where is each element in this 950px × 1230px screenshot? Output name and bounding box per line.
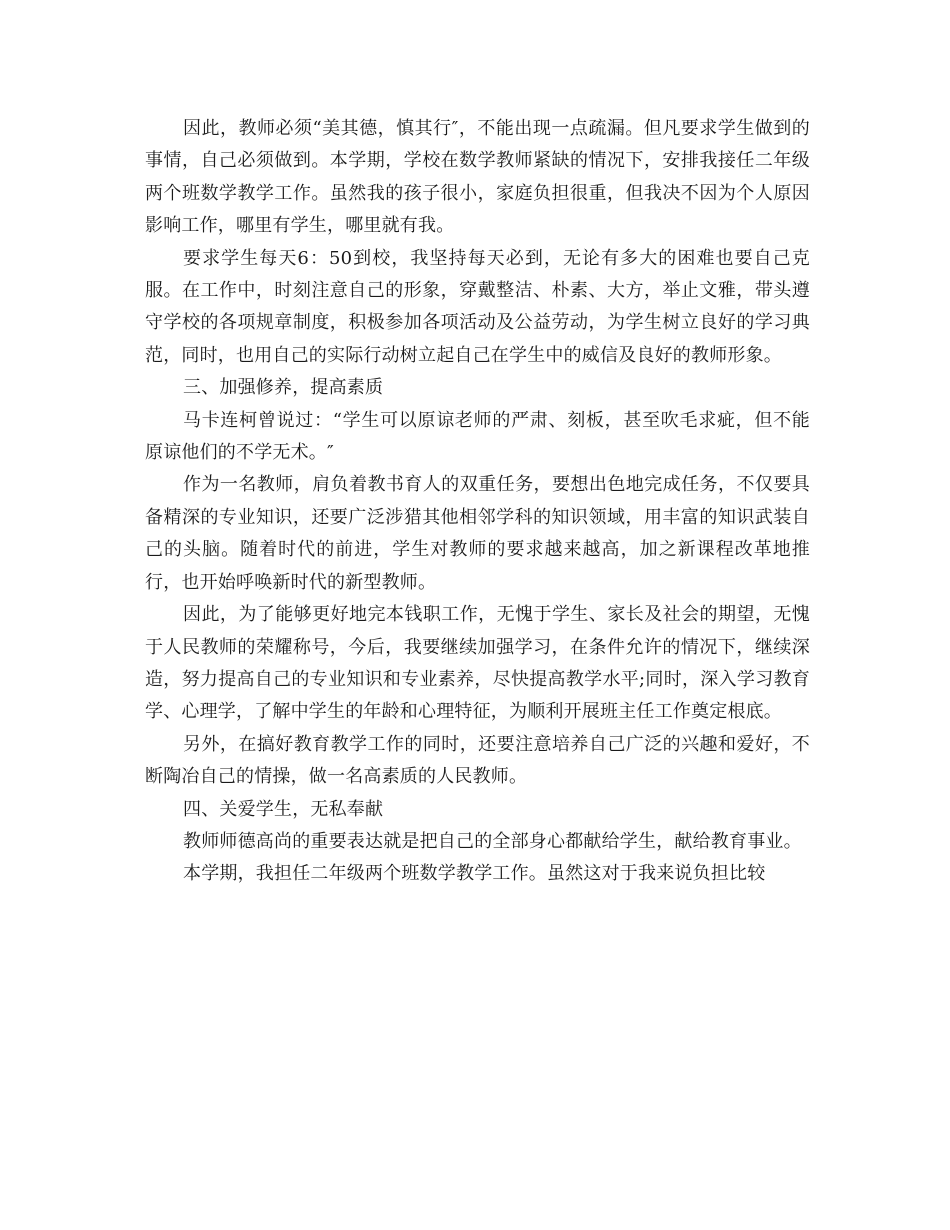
section-heading-4: 四、关爱学生，无私奉献 bbox=[183, 798, 384, 820]
paragraph-5: 作为一名教师，肩负着教书育人的双重任务，要想出色地完成任务，不仅要具备精深的专业知识，还要广泛涉猎其他相邻学科的知识领域，用丰富的知识武装自己的头脑。随着时代的前进，学生对教师的要求越来越高，加之新课程改革地推行，也开始呼唤新时代的新型教师。 bbox=[145, 474, 810, 593]
paragraph-1: 因此，教师必须“美其德，慎其行″，不能出现一点疏漏。但凡要求学生做到的事情，自己必须做到。本学期，学校在数学教师紧缺的情况下，安排我接任二年级两个班数学教学工作。虽然我的孩子很小，家庭负担很重，但我决不因为个人原因影响工作，哪里有学生，哪里就有我。 bbox=[145, 118, 810, 237]
paragraph-9: 教师师德高尚的重要表达就是把自己的全部身心都献给学生，献给教育事业。 bbox=[183, 830, 802, 852]
section-heading-3: 三、加强修养，提高素质 bbox=[183, 377, 384, 399]
paragraph-6: 因此，为了能够更好地完本钱职工作，无愧于学生、家长及社会的期望，无愧于人民教师的荣耀称号，今后，我要继续加强学习，在条件允许的情况下，继续深造，努力提高自己的专业知识和专业素养，尽快提高教学水平;同时，深入学习教育学、心理学，了解中学生的年龄和心理特征，为顺利开展班主任工作奠定根底。 bbox=[145, 604, 810, 723]
paragraph-2: 要求学生每天6：50到校，我坚持每天必到，无论有多大的困难也要自己克服。在工作中，时刻注意自己的形象，穿戴整洁、朴素、大方，举止文雅，带头遵守学校的各项规章制度，积极参加各项活动及公益劳动，为学生树立良好的学习典范，同时，也用自己的实际行动树立起自己在学生中的威信及良好的教师形象。 bbox=[145, 247, 810, 366]
document-body bbox=[145, 113, 810, 891]
paragraph-quote: 马卡连柯曾说过：“学生可以原谅老师的严肃、刻板，甚至吹毛求疵，但不能原谅他们的不学无术。″ bbox=[145, 409, 810, 464]
paragraph-10: 本学期，我担任二年级两个班数学教学工作。虽然这对于我来说负担比较 bbox=[183, 863, 766, 885]
paragraph-7: 另外，在搞好教育教学工作的同时，还要注意培养自己广泛的兴趣和爱好，不断陶冶自己的情操，做一名高素质的人民教师。 bbox=[145, 733, 810, 788]
